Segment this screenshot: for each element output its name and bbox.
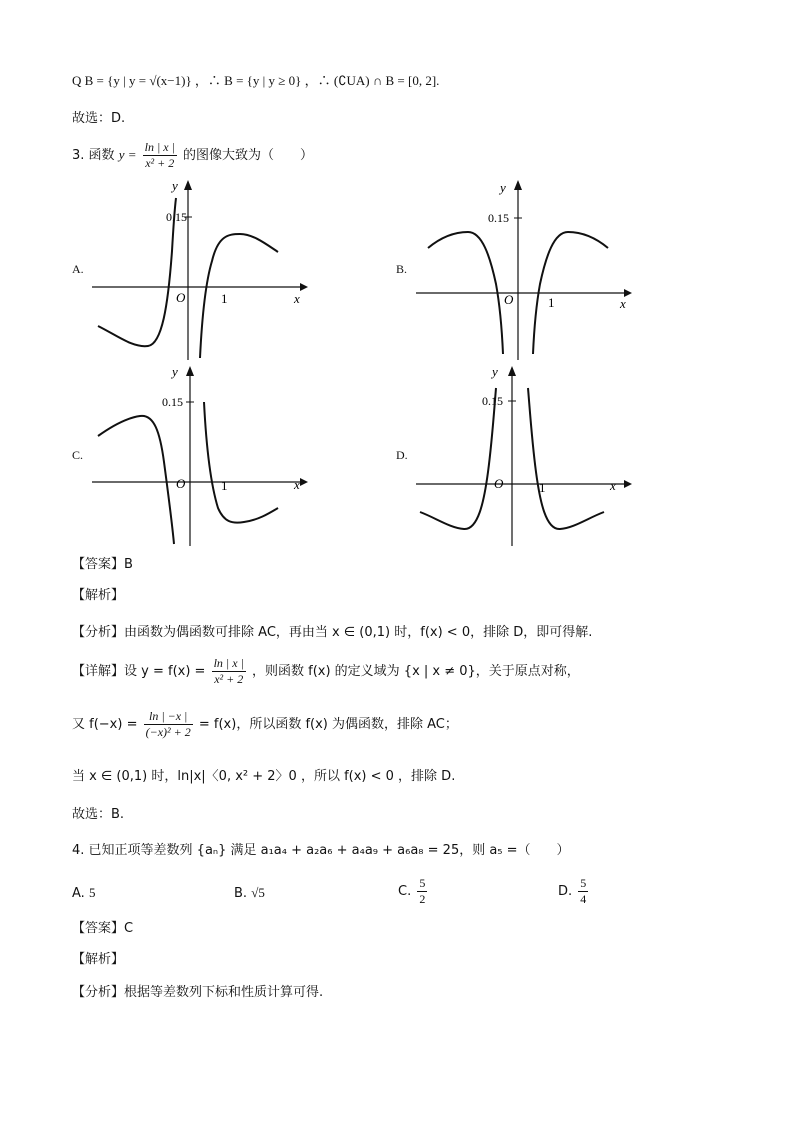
q3-stem-suffix: 的图像大致为（ ） xyxy=(183,148,314,163)
q3-xiangjie-fraction xyxy=(212,656,246,687)
q3-graph-b xyxy=(412,176,632,364)
q4-option-b-value: √5 xyxy=(251,885,265,900)
y-label: y xyxy=(172,178,178,193)
q4-option-a-label: A. xyxy=(72,886,85,901)
q4-option-a xyxy=(72,884,95,903)
q3-xiangjie-num: ln | x | xyxy=(213,656,244,670)
q4-answer-tag: 【答案】 xyxy=(72,921,125,936)
origin-label: O xyxy=(176,476,186,491)
y-label: y xyxy=(492,364,498,379)
origin-label: O xyxy=(494,476,504,491)
curve-left xyxy=(98,198,176,346)
y-axis-arrow xyxy=(508,366,516,376)
q3-frac-num: ln | x | xyxy=(144,140,175,154)
q4-option-c-num: 5 xyxy=(419,876,426,890)
q4-option-a-value: 5 xyxy=(88,885,96,900)
q3-graph-a xyxy=(88,176,308,364)
q4-option-d-fraction xyxy=(578,876,588,907)
one-label: 1 xyxy=(221,291,228,306)
q4-option-d-den: 4 xyxy=(580,892,587,906)
q3-you-b: = f(x)，所以函数 f(x) 为偶函数，排除 AC； xyxy=(198,717,458,732)
q4-option-c xyxy=(398,872,429,912)
q3-option-b-label: B. xyxy=(396,262,408,276)
q3-xiangjie-den: x² + 2 xyxy=(214,672,244,686)
one-label: 1 xyxy=(548,295,555,310)
q3-you-a: 又 f(−x) = xyxy=(72,717,138,732)
q4-stem: 4. 已知正项等差数列 {aₙ} 满足 a₁a₄ + a₂a₆ + a₄a₉ + a₆a₈ = 25，则 a₅ =（ ） xyxy=(72,843,570,858)
q3-fenxi-tag: 【分析】 xyxy=(72,625,125,640)
q3-you-den: (−x)² + 2 xyxy=(145,725,191,739)
curve-left xyxy=(98,416,174,544)
prev-answer: 故选：D. xyxy=(72,111,126,126)
q3-option-a-label: A. xyxy=(72,262,84,276)
x-label: x xyxy=(294,477,300,492)
q3-you-num: ln | −x | xyxy=(144,709,193,725)
q4-jiexi: 【解析】 xyxy=(72,952,125,967)
y-label: y xyxy=(500,180,506,195)
y-axis-arrow xyxy=(184,180,192,190)
tick-label-015: 0.15 xyxy=(488,211,509,225)
q4-option-b xyxy=(234,884,265,903)
q3-xiangjie xyxy=(72,656,580,687)
q3-stem xyxy=(72,140,313,171)
q3-you-fraction xyxy=(144,709,193,740)
q4-option-c-fraction xyxy=(417,876,427,907)
q3-answer: B xyxy=(124,557,133,572)
q3-answer-tag: 【答案】 xyxy=(72,557,125,572)
q3-stem-prefix: 3. 函数 xyxy=(72,148,115,163)
q3-final: 故选：B. xyxy=(72,807,125,822)
q4-option-d-label: D. xyxy=(558,884,573,899)
q4-option-b-label: B. xyxy=(234,886,248,901)
q3-function-fraction xyxy=(143,140,177,171)
q3-xiangjie-a: 设 y = f(x) = xyxy=(124,664,206,679)
q3-jiexi: 【解析】 xyxy=(72,588,125,603)
curve-right xyxy=(204,402,278,523)
y-label: y xyxy=(172,364,178,379)
q3-answer-line xyxy=(72,556,133,574)
curve-right xyxy=(200,234,278,358)
tick-label-015: 0.15 xyxy=(482,394,503,408)
one-label: 1 xyxy=(539,480,546,495)
q3-graph-c xyxy=(88,362,308,550)
tick-label-015: 0.15 xyxy=(166,210,187,224)
q4-fenxi-tag: 【分析】 xyxy=(72,985,125,1000)
q3-you xyxy=(72,708,458,742)
x-label: x xyxy=(610,478,616,493)
q3-fenxi xyxy=(72,624,592,642)
q3-xiangjie-tag: 【详解】 xyxy=(72,664,125,679)
q4-option-d-num: 5 xyxy=(580,876,587,890)
q4-option-c-label: C. xyxy=(398,884,412,899)
q3-dang: 当 x ∈ (0,1) 时，ln|x|〈0, x² + 2〉0 ，所以 f(x) < 0 ，排除 D. xyxy=(72,769,456,784)
q4-fenxi-text: 根据等差数列下标和性质计算可得. xyxy=(124,985,324,1000)
q4-option-d xyxy=(558,872,590,912)
q3-stem-y: y = xyxy=(118,147,137,162)
q3-option-d-label: D. xyxy=(396,448,408,462)
prev-solution-line: Q B = {y | y = √(x−1)} ，∴ B = {y | y ≥ 0} ，∴ (∁UA) ∩ B = [0, 2]. xyxy=(72,73,440,88)
q4-option-c-den: 2 xyxy=(419,892,426,906)
y-axis-arrow xyxy=(514,180,522,190)
q3-xiangjie-b: ，则函数 f(x) 的定义域为 {x | x ≠ 0}，关于原点对称， xyxy=(251,664,580,679)
one-label: 1 xyxy=(221,478,228,493)
x-axis-arrow xyxy=(300,283,308,291)
q4-answer-line xyxy=(72,920,133,938)
x-axis-arrow xyxy=(300,478,308,486)
x-label: x xyxy=(294,291,300,306)
origin-label: O xyxy=(504,292,514,307)
q4-answer: C xyxy=(124,921,134,936)
x-axis-arrow xyxy=(624,480,632,488)
q3-frac-den: x² + 2 xyxy=(145,156,175,170)
q3-graph-d xyxy=(412,362,632,550)
y-axis-arrow xyxy=(186,366,194,376)
x-label: x xyxy=(620,296,626,311)
q3-fenxi-text: 由函数为偶函数可排除 AC，再由当 x ∈ (0,1) 时，f(x) < 0，排除 D，即可得解. xyxy=(124,625,593,640)
q4-fenxi xyxy=(72,984,323,1002)
origin-label: O xyxy=(176,290,186,305)
curve-left xyxy=(420,388,496,529)
tick-label-015: 0.15 xyxy=(162,395,183,409)
curve-right xyxy=(528,388,604,529)
q3-option-c-label: C. xyxy=(72,448,84,462)
